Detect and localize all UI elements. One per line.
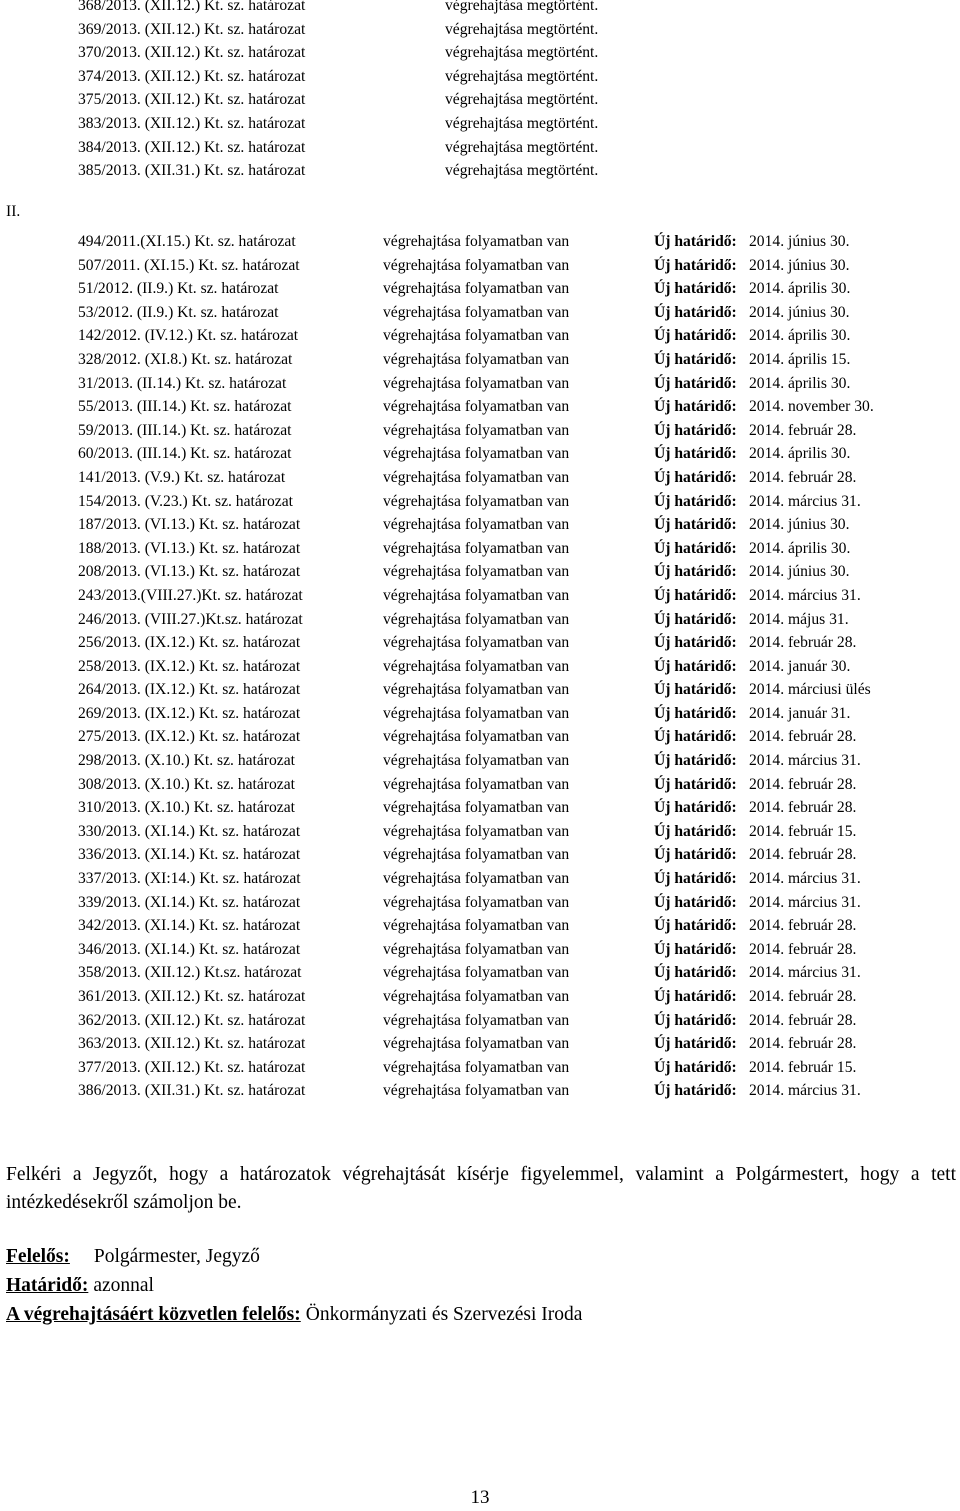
- resolution-status: végrehajtása folyamatban van: [383, 799, 570, 817]
- new-deadline-value: 2014. március 31.: [749, 893, 861, 911]
- resolution-status: végrehajtása megtörtént.: [445, 20, 599, 38]
- resolution-status: végrehajtása folyamatban van: [383, 657, 570, 675]
- new-deadline-value: 2014. február 28.: [749, 728, 857, 746]
- resolution-row: [78, 773, 958, 797]
- new-deadline-label: Új határidő:: [654, 398, 737, 416]
- new-deadline-value: 2014. március 31.: [749, 492, 861, 510]
- resolution-status: végrehajtása folyamatban van: [383, 586, 570, 604]
- resolution-reference: 337/2013. (XI:14.) Kt. sz. határozat: [78, 870, 301, 888]
- direct-responsible-line: [6, 1301, 582, 1328]
- resolution-row: [78, 348, 958, 372]
- resolution-row: [78, 88, 958, 112]
- resolution-status: végrehajtása folyamatban van: [383, 350, 570, 368]
- resolution-status: végrehajtása folyamatban van: [383, 398, 570, 416]
- new-deadline-label: Új határidő:: [654, 233, 737, 250]
- new-deadline-value: 2014. április 15.: [749, 350, 851, 368]
- new-deadline-value: 2014. június 30.: [749, 303, 850, 321]
- resolution-row: [78, 608, 958, 632]
- resolution-status: végrehajtása folyamatban van: [383, 1058, 570, 1076]
- new-deadline-label: Új határidő:: [654, 468, 737, 486]
- resolution-status: végrehajtása folyamatban van: [383, 1011, 570, 1029]
- new-deadline-value: 2014. április 30.: [749, 539, 851, 557]
- new-deadline-label: Új határidő:: [654, 445, 737, 463]
- resolution-reference: 336/2013. (XI.14.) Kt. sz. határozat: [78, 846, 301, 864]
- resolution-reference: 361/2013. (XII.12.) Kt. sz. határozat: [78, 988, 306, 1005]
- new-deadline-label: Új határidő:: [654, 988, 737, 1005]
- resolution-status: végrehajtása folyamatban van: [383, 421, 570, 439]
- resolution-row: [78, 867, 958, 891]
- new-deadline-label: Új határidő:: [654, 1011, 737, 1029]
- resolution-reference: 59/2013. (III.14.) Kt. sz. határozat: [78, 421, 292, 439]
- resolution-row: [78, 372, 958, 396]
- new-deadline-value: 2014. június 30.: [749, 563, 850, 581]
- new-deadline-label: Új határidő:: [654, 350, 737, 368]
- resolution-row: [78, 584, 958, 608]
- resolution-reference: 383/2013. (XII.12.) Kt. sz. határozat: [78, 114, 306, 132]
- resolution-reference: 55/2013. (III.14.) Kt. sz. határozat: [78, 398, 292, 416]
- resolution-row: [78, 961, 958, 985]
- resolution-reference: 507/2011. (XI.15.) Kt. sz. határozat: [78, 256, 300, 274]
- resolution-reference: 60/2013. (III.14.) Kt. sz. határozat: [78, 445, 292, 463]
- resolution-reference: 368/2013. (XII.12.) Kt. sz. határozat: [78, 0, 306, 14]
- new-deadline-value: 2014. márciusi ülés: [749, 681, 871, 699]
- hatarido-line: [6, 1272, 154, 1299]
- resolution-status: végrehajtása folyamatban van: [383, 752, 570, 770]
- resolution-status: végrehajtása folyamatban van: [383, 822, 570, 840]
- resolution-reference: 308/2013. (X.10.) Kt. sz. határozat: [78, 775, 295, 793]
- new-deadline-label: Új határidő:: [654, 917, 737, 935]
- resolution-row: [78, 1056, 958, 1080]
- new-deadline-value: 2014. február 28.: [749, 846, 857, 864]
- resolution-status: végrehajtása megtörtént.: [445, 114, 599, 132]
- resolution-status: végrehajtása folyamatban van: [383, 917, 570, 935]
- in-progress-resolutions-list: [78, 230, 958, 1103]
- resolution-reference: 386/2013. (XII.31.) Kt. sz. határozat: [78, 1082, 306, 1100]
- hatarido-label: Határidő:: [6, 1275, 89, 1296]
- hatarido-value: azonnal: [93, 1275, 154, 1296]
- resolution-row: [78, 230, 958, 254]
- new-deadline-value: 2014. február 28.: [749, 775, 857, 793]
- new-deadline-label: Új határidő:: [654, 563, 737, 581]
- resolution-reference: 370/2013. (XII.12.) Kt. sz. határozat: [78, 44, 306, 62]
- resolution-status: végrehajtása folyamatban van: [383, 492, 570, 510]
- new-deadline-value: 2014. november 30.: [749, 398, 874, 416]
- new-deadline-label: Új határidő:: [654, 1035, 737, 1053]
- resolution-row: [78, 725, 958, 749]
- direct-responsible-value: Önkormányzati és Szervezési Iroda: [305, 1304, 583, 1325]
- new-deadline-label: Új határidő:: [654, 256, 737, 274]
- resolution-row: [78, 419, 958, 443]
- resolution-row: [78, 136, 958, 160]
- resolution-status: végrehajtása folyamatban van: [383, 1035, 570, 1053]
- resolution-reference: 188/2013. (VI.13.) Kt. sz. határozat: [78, 539, 301, 557]
- new-deadline-value: 2014. február 15.: [749, 1058, 857, 1076]
- resolution-row: [78, 1032, 958, 1056]
- resolution-row: [78, 442, 958, 466]
- resolution-reference: 362/2013. (XII.12.) Kt. sz. határozat: [78, 1011, 306, 1029]
- felelos-value: Polgármester, Jegyző: [93, 1246, 260, 1267]
- resolution-status: végrehajtása folyamatban van: [383, 846, 570, 864]
- resolution-row: [78, 466, 958, 490]
- resolution-row: [78, 18, 958, 42]
- new-deadline-label: Új határidő:: [654, 657, 737, 675]
- resolution-reference: 154/2013. (V.23.) Kt. sz. határozat: [78, 492, 293, 510]
- new-deadline-label: Új határidő:: [654, 374, 737, 392]
- new-deadline-label: Új határidő:: [654, 610, 737, 628]
- resolution-row: [78, 395, 958, 419]
- new-deadline-value: 2014. február 28.: [749, 988, 857, 1005]
- resolution-status: végrehajtása megtörtént.: [445, 0, 599, 14]
- resolution-status: végrehajtása megtörtént.: [445, 138, 599, 156]
- new-deadline-value: 2014. június 30.: [749, 256, 850, 274]
- resolution-row: [78, 914, 958, 938]
- resolution-reference: 328/2012. (XI.8.) Kt. sz. határozat: [78, 350, 293, 368]
- new-deadline-label: Új határidő:: [654, 539, 737, 557]
- new-deadline-value: 2014. február 28.: [749, 1011, 857, 1029]
- new-deadline-value: 2014. június 30.: [749, 516, 850, 534]
- resolution-row: [78, 631, 958, 655]
- resolution-reference: 494/2011.(XI.15.) Kt. sz. határozat: [78, 233, 296, 250]
- resolution-status: végrehajtása folyamatban van: [383, 563, 570, 581]
- resolution-reference: 358/2013. (XII.12.) Kt.sz. határozat: [78, 964, 302, 982]
- resolution-row: [78, 254, 958, 278]
- resolution-row: [78, 65, 958, 89]
- resolution-row: [78, 749, 958, 773]
- new-deadline-value: 2014. március 31.: [749, 870, 861, 888]
- resolution-status: végrehajtása folyamatban van: [383, 516, 570, 534]
- resolution-row: [78, 112, 958, 136]
- new-deadline-value: 2014. április 30.: [749, 327, 851, 345]
- resolution-row: [78, 796, 958, 820]
- resolution-status: végrehajtása folyamatban van: [383, 445, 570, 463]
- resolution-status: végrehajtása megtörtént.: [445, 162, 599, 180]
- new-deadline-value: 2014. február 28.: [749, 799, 857, 817]
- resolution-reference: 269/2013. (IX.12.) Kt. sz. határozat: [78, 704, 301, 722]
- resolution-row: [78, 0, 958, 18]
- new-deadline-label: Új határidő:: [654, 775, 737, 793]
- page-number: 13: [470, 1487, 490, 1508]
- resolution-status: végrehajtása folyamatban van: [383, 539, 570, 557]
- new-deadline-value: 2014. február 28.: [749, 917, 857, 935]
- resolution-status: végrehajtása folyamatban van: [383, 704, 570, 722]
- resolution-paragraph: Felkéri a Jegyzőt, hogy a határozatok végrehajtását kísérje figyelemmel, valamint a Polgármestert, hogy a tett intézkedésekről számoljon be.: [6, 1164, 956, 1213]
- resolution-row: [78, 1079, 958, 1103]
- resolution-reference: 208/2013. (VI.13.) Kt. sz. határozat: [78, 563, 301, 581]
- resolution-reference: 258/2013. (IX.12.) Kt. sz. határozat: [78, 657, 301, 675]
- new-deadline-label: Új határidő:: [654, 1082, 737, 1100]
- new-deadline-value: 2014. február 28.: [749, 421, 857, 439]
- resolution-reference: 51/2012. (II.9.) Kt. sz. határozat: [78, 280, 279, 298]
- resolution-status: végrehajtása folyamatban van: [383, 374, 570, 392]
- resolution-reference: 384/2013. (XII.12.) Kt. sz. határozat: [78, 138, 306, 156]
- section-two-label: II.: [6, 203, 21, 220]
- resolution-reference: 256/2013. (IX.12.) Kt. sz. határozat: [78, 634, 301, 652]
- resolution-status: végrehajtása megtörtént.: [445, 44, 599, 62]
- new-deadline-value: 2014. január 31.: [749, 704, 851, 722]
- resolution-status: végrehajtása folyamatban van: [383, 893, 570, 911]
- new-deadline-value: 2014. június 30.: [749, 233, 850, 250]
- resolution-status: végrehajtása folyamatban van: [383, 681, 570, 699]
- resolution-status: végrehajtása folyamatban van: [383, 280, 570, 298]
- new-deadline-value: 2014. április 30.: [749, 280, 851, 298]
- resolution-row: [78, 513, 958, 537]
- resolution-reference: 275/2013. (IX.12.) Kt. sz. határozat: [78, 728, 301, 746]
- resolution-row: [78, 985, 958, 1009]
- resolution-reference: 246/2013. (VIII.27.)Kt.sz. határozat: [78, 610, 303, 628]
- new-deadline-value: 2014. május 31.: [749, 610, 849, 628]
- resolution-status: végrehajtása megtörtént.: [445, 67, 599, 85]
- new-deadline-label: Új határidő:: [654, 634, 737, 652]
- resolution-reference: 243/2013.(VIII.27.)Kt. sz. határozat: [78, 586, 303, 604]
- new-deadline-label: Új határidő:: [654, 893, 737, 911]
- resolution-reference: 31/2013. (II.14.) Kt. sz. határozat: [78, 374, 287, 392]
- resolution-status: végrehajtása folyamatban van: [383, 775, 570, 793]
- new-deadline-value: 2014. február 28.: [749, 940, 857, 958]
- resolution-reference: 53/2012. (II.9.) Kt. sz. határozat: [78, 303, 279, 321]
- resolution-status: végrehajtása folyamatban van: [383, 327, 570, 345]
- new-deadline-value: 2014. április 30.: [749, 374, 851, 392]
- new-deadline-value: 2014. február 28.: [749, 634, 857, 652]
- resolution-row: [78, 1009, 958, 1033]
- resolution-row: [78, 655, 958, 679]
- new-deadline-label: Új határidő:: [654, 1058, 737, 1076]
- new-deadline-value: 2014. március 31.: [749, 586, 861, 604]
- resolution-reference: 377/2013. (XII.12.) Kt. sz. határozat: [78, 1058, 306, 1076]
- new-deadline-value: 2014. február 28.: [749, 1035, 857, 1053]
- resolution-reference: 369/2013. (XII.12.) Kt. sz. határozat: [78, 20, 306, 38]
- new-deadline-value: 2014. március 31.: [749, 1082, 861, 1100]
- resolution-row: [78, 277, 958, 301]
- resolution-reference: 339/2013. (XI.14.) Kt. sz. határozat: [78, 893, 301, 911]
- resolution-status: végrehajtása folyamatban van: [383, 256, 570, 274]
- resolution-reference: 142/2012. (IV.12.) Kt. sz. határozat: [78, 327, 299, 345]
- new-deadline-label: Új határidő:: [654, 940, 737, 958]
- resolution-status: végrehajtása folyamatban van: [383, 728, 570, 746]
- resolution-row: [78, 159, 958, 183]
- completed-resolutions-list: [78, 0, 958, 183]
- resolution-status: végrehajtása folyamatban van: [383, 468, 570, 486]
- new-deadline-label: Új határidő:: [654, 799, 737, 817]
- resolution-reference: 342/2013. (XI.14.) Kt. sz. határozat: [78, 917, 301, 935]
- resolution-row: [78, 301, 958, 325]
- resolution-row: [78, 560, 958, 584]
- new-deadline-label: Új határidő:: [654, 327, 737, 345]
- new-deadline-label: Új határidő:: [654, 586, 737, 604]
- new-deadline-label: Új határidő:: [654, 492, 737, 510]
- resolution-row: [78, 537, 958, 561]
- resolution-reference: 264/2013. (IX.12.) Kt. sz. határozat: [78, 681, 301, 699]
- resolution-row: [78, 938, 958, 962]
- resolution-row: [78, 678, 958, 702]
- resolution-reference: 141/2013. (V.9.) Kt. sz. határozat: [78, 468, 286, 486]
- resolution-row: [78, 820, 958, 844]
- new-deadline-value: 2014. január 30.: [749, 657, 851, 675]
- resolution-row: [78, 843, 958, 867]
- resolution-status: végrehajtása megtörtént.: [445, 91, 599, 109]
- new-deadline-label: Új határidő:: [654, 280, 737, 298]
- resolution-row: [78, 490, 958, 514]
- resolution-reference: 375/2013. (XII.12.) Kt. sz. határozat: [78, 91, 306, 109]
- resolution-reference: 363/2013. (XII.12.) Kt. sz. határozat: [78, 1035, 306, 1053]
- resolution-status: végrehajtása folyamatban van: [383, 1082, 570, 1100]
- resolution-reference: 310/2013. (X.10.) Kt. sz. határozat: [78, 799, 295, 817]
- resolution-reference: 330/2013. (XI.14.) Kt. sz. határozat: [78, 822, 301, 840]
- resolution-row: [78, 324, 958, 348]
- resolution-reference: 385/2013. (XII.31.) Kt. sz. határozat: [78, 162, 306, 180]
- resolution-row: [78, 41, 958, 65]
- new-deadline-label: Új határidő:: [654, 303, 737, 321]
- new-deadline-value: 2014. február 28.: [749, 468, 857, 486]
- resolution-row: [78, 891, 958, 915]
- new-deadline-label: Új határidő:: [654, 681, 737, 699]
- new-deadline-label: Új határidő:: [654, 421, 737, 439]
- new-deadline-value: 2014. március 31.: [749, 964, 861, 982]
- resolution-status: végrehajtása folyamatban van: [383, 303, 570, 321]
- resolution-status: végrehajtása folyamatban van: [383, 870, 570, 888]
- resolution-status: végrehajtása folyamatban van: [383, 940, 570, 958]
- new-deadline-label: Új határidő:: [654, 870, 737, 888]
- felelos-label: Felelős:: [6, 1246, 70, 1267]
- felelos-line: [6, 1243, 260, 1270]
- resolution-row: [78, 702, 958, 726]
- new-deadline-value: 2014. március 31.: [749, 752, 861, 770]
- new-deadline-label: Új határidő:: [654, 822, 737, 840]
- resolution-reference: 298/2013. (X.10.) Kt. sz. határozat: [78, 752, 295, 770]
- new-deadline-label: Új határidő:: [654, 516, 737, 534]
- new-deadline-label: Új határidő:: [654, 704, 737, 722]
- resolution-reference: 346/2013. (XI.14.) Kt. sz. határozat: [78, 940, 301, 958]
- resolution-status: végrehajtása folyamatban van: [383, 634, 570, 652]
- resolution-status: végrehajtása folyamatban van: [383, 988, 570, 1005]
- resolution-reference: 374/2013. (XII.12.) Kt. sz. határozat: [78, 67, 306, 85]
- new-deadline-value: 2014. április 30.: [749, 445, 851, 463]
- resolution-status: végrehajtása folyamatban van: [383, 610, 570, 628]
- resolution-status: végrehajtása folyamatban van: [383, 964, 570, 982]
- new-deadline-label: Új határidő:: [654, 752, 737, 770]
- new-deadline-label: Új határidő:: [654, 728, 737, 746]
- new-deadline-label: Új határidő:: [654, 964, 737, 982]
- new-deadline-value: 2014. február 15.: [749, 822, 857, 840]
- resolution-reference: 187/2013. (VI.13.) Kt. sz. határozat: [78, 516, 301, 534]
- resolution-status: végrehajtása folyamatban van: [383, 233, 570, 250]
- new-deadline-label: Új határidő:: [654, 846, 737, 864]
- direct-responsible-label: A végrehajtásáért közvetlen felelős:: [6, 1304, 301, 1325]
